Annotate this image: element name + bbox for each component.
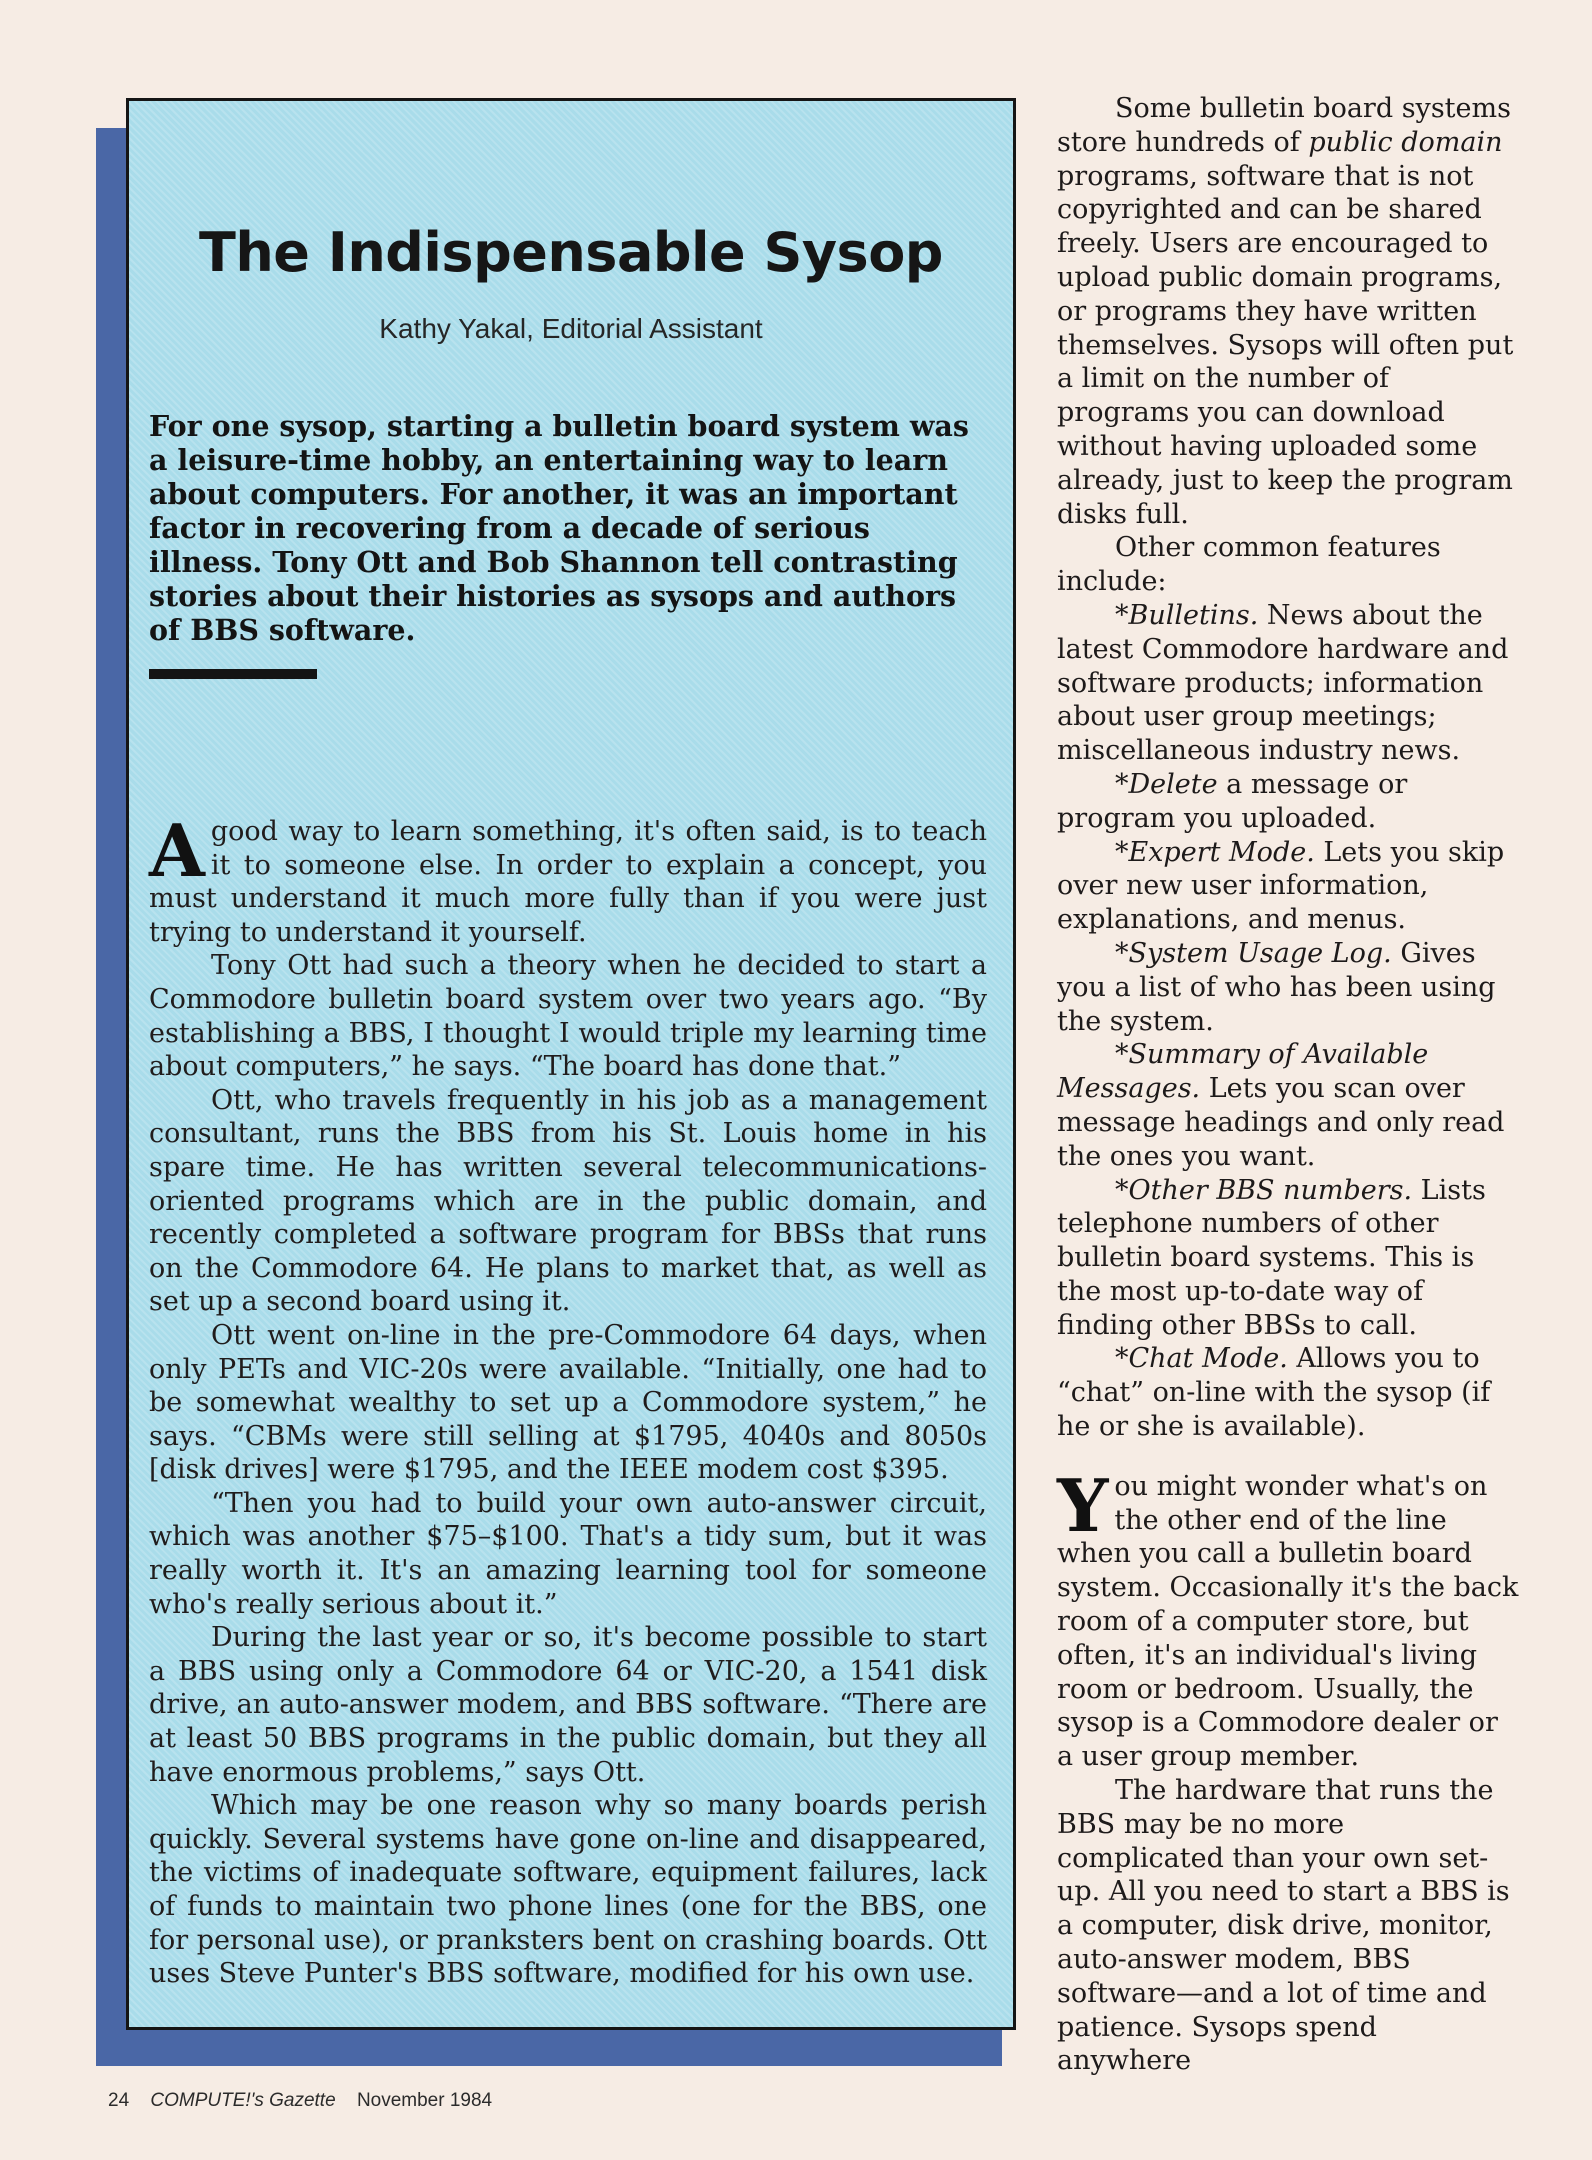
column-intro: Some bulletin board systems store hundreds of public domain programs, software that is not copyrighted and can be shared freely. Users are encouraged to upload public domain programs, or programs they have written themselves. Sysops will often put a limit on the number of programs you can download without having uploaded some already, just to keep the program disks full.: [1057, 93, 1514, 530]
page-number: 24: [108, 2090, 130, 2111]
body-paragraph: Ott went on-line in the pre-Commodore 64 days, when only PETs and VIC-20s were available. “Initially, one had to be somewhat wealthy to set up a Commodore system,” he says. “CBMs were still selling at $1795, 4040s and 8050s [disk drives] were $1795, and the IEEE modem cost $395.: [149, 1319, 987, 1486]
byline: Kathy Yakal, Editorial Assistant: [379, 313, 763, 344]
body-paragraph: During the last year or so, it's become possible to start a BBS using only a Commodore 64 or VIC-20, a 1541 disk drive, an auto-answer modem, and BBS software. “There are at least 50 BBS programs in the public domain, but they all have enormous problems,” says Ott.: [149, 1622, 987, 1788]
drop-cap: A: [149, 808, 205, 893]
body-paragraph: Tony Ott had such a theory when he decided to start a Commodore bulletin board system over two years ago. “By establishing a BBS, I thought I would triple my learning time about computers,” he says. “The board has done that.”: [149, 950, 987, 1083]
feature-item: *Bulletins. News about the latest Commodore hardware and software products; information about user group meetings; miscellaneous industry news.: [1057, 599, 1509, 767]
body-paragraph: Ott, who travels frequently in his job as a management consultant, runs the BBS from his St. Louis home in his spare time. He has written several telecommunications-oriented programs which are in the public domain, and recently completed a software program for BBSs that runs on the Commodore 64. He plans to market that, as well as set up a second board using it.: [149, 1084, 987, 1318]
feature-item: *Delete a message or program you uploaded.: [1057, 768, 1408, 834]
body-paragraph: “Then you had to build your own auto-answer circuit, which was another $75–$100. That's a tidy sum, but it was really worth it. It's an amazing learning tool for someone who's really serious about it.”: [149, 1487, 987, 1620]
sidebar-box: [126, 98, 1016, 2030]
divider-rule: [149, 669, 317, 679]
magazine-name: COMPUTE!'s Gazette: [150, 2090, 336, 2111]
features-intro: Other common features include:: [1057, 532, 1441, 598]
section2-paragraph: You might wonder what's on the other end of the line when you call a bulletin board system. Occasionally it's the back room of a computer store, but often, it's an individual's living room or bedroom. Usually, the sysop is a Commodore dealer or a user group member.: [1057, 1462, 1519, 1773]
feature-item: *Summary of Available Messages. Lets you scan over message headings and only read the ones you want.: [1057, 1039, 1505, 1172]
body-paragraph: Which may be one reason why so many boards perish quickly. Several systems have gone on-line and disappeared, the victims of inadequate software, equipment failures, lack of funds to maintain two phone lines (one for the BBS, one for personal use), or pranksters bent on crashing boards. Ott uses Steve Punter's BBS software, modified for his own use.: [149, 1790, 987, 1990]
body-paragraph: Agood way to learn something, it's often said, is to teach it to someone else. In order to explain a concept, you must understand it much more fully than if you were just trying to understand it yourself.: [149, 808, 987, 948]
page-footer: [108, 2090, 508, 2112]
article-deck: For one sysop, starting a bulletin board system was a leisure-time hobby, an entertaining way to learn about computers. For another, it was an important factor in recovering from a decade of serious illness. Tony Ott and Bob Shannon tell contrasting stories about their histories as sysops and authors of BBS software.: [149, 409, 969, 647]
right-column: [1057, 92, 1519, 2078]
drop-cap: Y: [1057, 1462, 1109, 1548]
issue-date: November 1984: [356, 2090, 493, 2111]
feature-item: *System Usage Log. Gives you a list of who has been using the system.: [1057, 937, 1496, 1037]
feature-item: *Chat Mode. Allows you to “chat” on-line with the sysop (if he or she is available).: [1057, 1343, 1491, 1443]
article-title: The Indispensable Sysop: [199, 221, 943, 284]
feature-item: *Other BBS numbers. Lists telephone numbers of other bulletin board systems. This is the most up-to-date way of finding other BBSs to call.: [1057, 1174, 1486, 1341]
article-body: [149, 808, 987, 1991]
section2-paragraph: The hardware that runs the BBS may be no more complicated than your own set-up. All you need to start a BBS is a computer, disk drive, monitor, auto-answer modem, BBS software—and a lot of time and patience. Sysops spend anywhere: [1057, 1775, 1510, 2077]
feature-item: *Expert Mode. Lets you skip over new user information, explanations, and menus.: [1057, 836, 1505, 936]
